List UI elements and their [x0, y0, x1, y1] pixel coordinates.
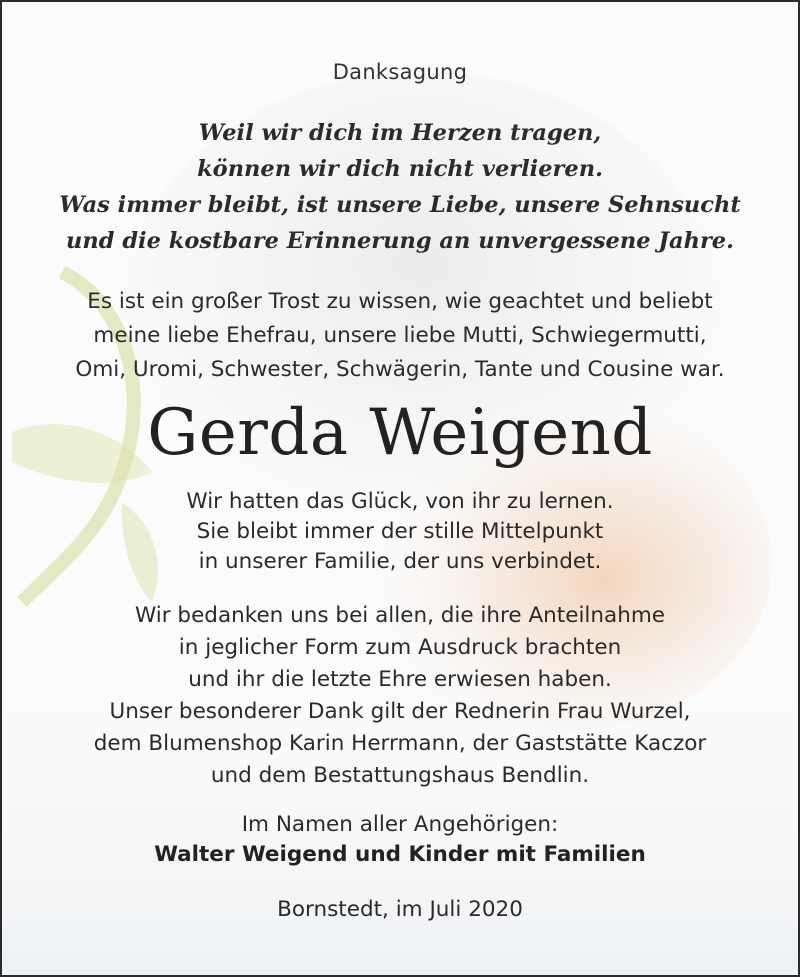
thanks-line: und dem Bestattungshaus Bendlin. — [210, 763, 590, 788]
verse-line: Was immer bleibt, ist unsere Liebe, unsere Sehnsucht — [59, 192, 741, 218]
thanks-line: Wir bedanken uns bei allen, die ihre Anteilnahme — [135, 603, 665, 628]
thanks-line: Unser besonderer Dank gilt der Rednerin Frau Wurzel, — [109, 699, 691, 724]
intro-line: meine liebe Ehefrau, unsere liebe Mutti, Schwiegermutti, — [93, 323, 707, 348]
thanks-line: in jeglicher Form zum Ausdruck brachten — [178, 635, 622, 660]
verse-line: und die kostbare Erinnerung an unvergessene Jahre. — [66, 228, 734, 254]
tribute-line: Wir hatten das Glück, von ihr zu lernen. — [186, 489, 614, 514]
intro-text — [2, 285, 798, 387]
signature-names: Walter Weigend und Kinder mit Familien — [154, 842, 646, 867]
place-and-date: Bornstedt, im Juli 2020 — [277, 897, 523, 922]
verse-line: können wir dich nicht verlieren. — [197, 156, 603, 182]
tribute-line: Sie bleibt immer der stille Mittelpunkt — [196, 519, 604, 544]
signature-intro: Im Namen aller Angehörigen: — [241, 812, 559, 837]
intro-line: Es ist ein großer Trost zu wissen, wie geachtet und beliebt — [87, 289, 713, 314]
deceased-name: Gerda Weigend — [147, 396, 653, 470]
tribute-paragraph — [2, 487, 798, 577]
verse-line: Weil wir dich im Herzen tragen, — [198, 120, 602, 146]
intro-line: Omi, Uromi, Schwester, Schwägerin, Tante und Cousine war. — [75, 357, 725, 382]
heading: Danksagung — [332, 60, 468, 84]
tribute-line: in unserer Familie, der uns verbindet. — [198, 549, 602, 574]
verse — [2, 115, 798, 259]
thanks-paragraph — [2, 600, 798, 792]
thanks-line: dem Blumenshop Karin Herrmann, der Gaststätte Kaczor — [93, 731, 707, 756]
thanks-line: und ihr die letzte Ehre erwiesen haben. — [188, 667, 612, 692]
